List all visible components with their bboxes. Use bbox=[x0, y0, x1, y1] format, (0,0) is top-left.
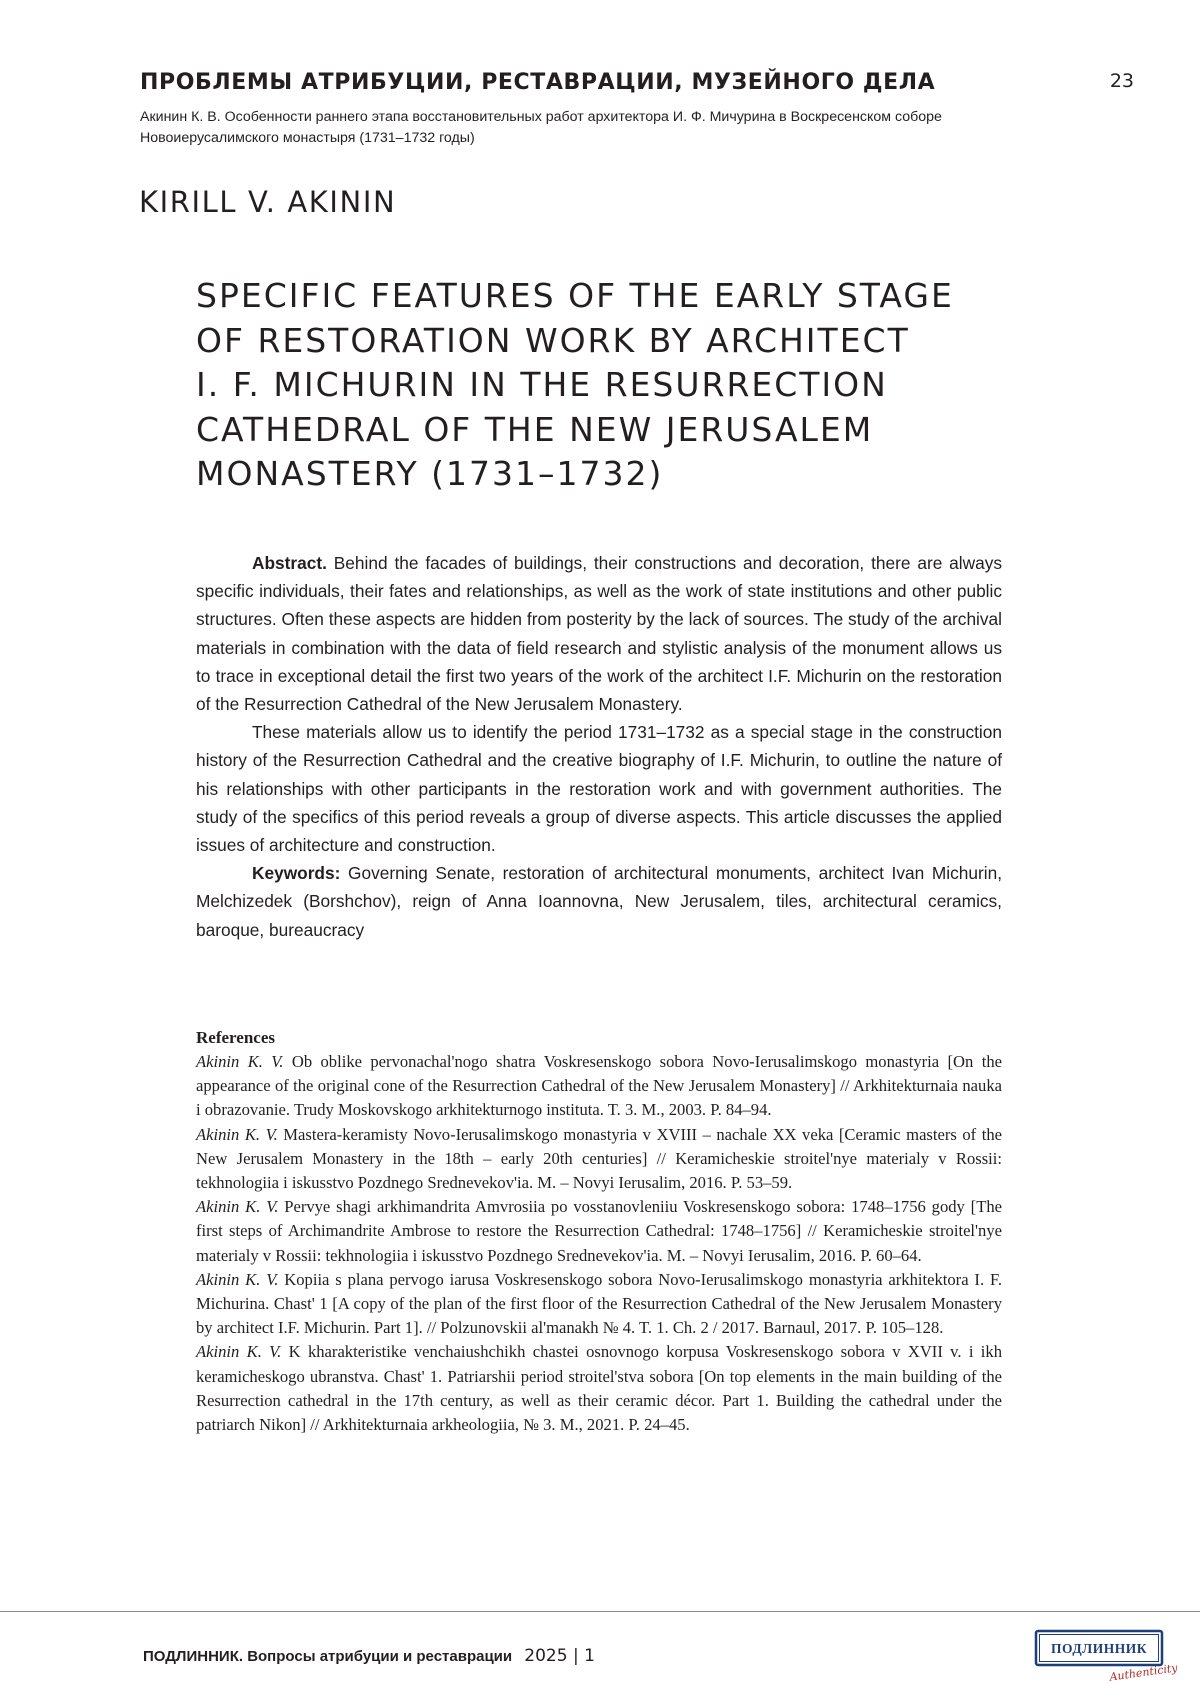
logo-script: Authenticity bbox=[1108, 1661, 1179, 1684]
keywords-label: Keywords: bbox=[252, 863, 340, 883]
reference-author: Akinin K. V. bbox=[196, 1052, 283, 1071]
footer-issue: 2025 | 1 bbox=[524, 1646, 595, 1666]
author-name: KIRILL V. AKININ bbox=[139, 185, 396, 219]
logo-wordmark: ПОДЛИННИК bbox=[1051, 1641, 1147, 1656]
reference-item bbox=[196, 1195, 1002, 1268]
footer-divider bbox=[0, 1611, 1200, 1612]
keywords-text: Governing Senate, restoration of architectural monuments, architect Ivan Michurin, Melchizedek (Borshchov), reign of Anna Ioannovna, New Jerusalem, tiles, architectural ceramics, baroque, bureaucracy bbox=[196, 863, 1002, 939]
reference-text: Mastera-keramisty Novo-Ierusalimskogo monastyria v XVIII – nachale XX veka [Ceramic masters of the New Jerusalem Monastery in the 18th – early 20th centuries] // Keramicheskie stroitel'nye materialy v Rossii: tekhnologiia i iskusstvo Pozdnego Srednevekov'ia. M. – Novyi Ierusalim, 2016. P. 53–59. bbox=[196, 1125, 1002, 1192]
reference-author: Akinin K. V. bbox=[196, 1125, 278, 1144]
title-line: MONASTERY (1731–1732) bbox=[196, 452, 1056, 497]
abstract-label: Abstract. bbox=[252, 553, 327, 573]
references bbox=[196, 1026, 1002, 1437]
keywords-paragraph bbox=[196, 859, 1002, 944]
abstract bbox=[196, 549, 1002, 944]
abstract-paragraph bbox=[196, 549, 1002, 718]
reference-author: Akinin K. V. bbox=[196, 1270, 278, 1289]
section-title: ПРОБЛЕМЫ АТРИБУЦИИ, РЕСТАВРАЦИИ, МУЗЕЙНОГО ДЕЛА bbox=[140, 70, 1040, 95]
footer-journal-subtitle: Вопросы атрибуции и реставрации bbox=[247, 1648, 512, 1665]
reference-author: Akinin K. V. bbox=[196, 1197, 278, 1216]
reference-item bbox=[196, 1050, 1002, 1123]
title-line: SPECIFIC FEATURES OF THE EARLY STAGE bbox=[196, 274, 1056, 319]
abstract-text: Behind the facades of buildings, their constructions and decoration, there are always specific individuals, their fates and relationships, as well as the work of state institutions and other public structures. Often these aspects are hidden from posterity by the lack of sources. The study of the archival materials in combination with the data of field research and stylistic analysis of the monument allows us to trace in exceptional detail the first two years of the work of the architect I.F. Michurin on the restoration of the Resurrection Cathedral of the New Jerusalem Monastery. bbox=[196, 553, 1002, 714]
reference-text: Ob oblike pervonachal'nogo shatra Voskresenskogo sobora Novo-Ierusalimskogo monastyria [On the appearance of the original cone of the Resurrection Cathedral of the New Jerusalem Monastery] // Arkhitekturnaia nauka i obrazovanie. Trudy Moskovskogo arkhitekturnogo instituta. T. 3. M., 2003. P. 84–94. bbox=[196, 1052, 1002, 1119]
page-number: 23 bbox=[1110, 70, 1134, 92]
abstract-paragraph: These materials allow us to identify the period 1731–1732 as a special stage in the construction history of the Resurrection Cathedral and the creative biography of I.F. Michurin, to outline the nature of his relationships with other participants in the restoration work and with government authorities. The study of the specifics of this period reveals a group of diverse aspects. This article discusses the applied issues of architecture and construction. bbox=[196, 718, 1002, 859]
journal-logo bbox=[1034, 1629, 1166, 1681]
footer-journal bbox=[143, 1646, 595, 1666]
title-line: OF RESTORATION WORK BY ARCHITECT bbox=[196, 319, 1056, 364]
references-heading: References bbox=[196, 1026, 1002, 1050]
running-head: Акинин К. В. Особенности раннего этапа восстановительных работ архитектора И. Ф. Мичурина в Воскресенском соборе Новоиерусалимского монастыря (1731–1732 годы) bbox=[140, 107, 1020, 149]
reference-text: K kharakteristike venchaiushchikh chastei osnovnogo korpusa Voskresenskogo sobora v XVII v. i ikh keramicheskogo ubranstva. Chast' 1. Patriarshii period stroitel'stva sobora [On top elements in the main building of the Resurrection cathedral in the 17th century, as well as their ceramic décor. Part 1. Building the cathedral under the patriarch Nikon] // Arkhitekturnaia arkheologiia, № 3. M., 2021. P. 24–45. bbox=[196, 1342, 1002, 1434]
reference-text: Pervye shagi arkhimandrita Amvrosiia po vosstanovleniiu Voskresenskogo sobora: 1748–1756 gody [The first steps of Archimandrite Ambrose to restore the Resurrection Cathedral: 1748–1756] // Keramicheskie stroitel'nye materialy v Rossii: tekhnologiia i iskusstvo Pozdnego Srednevekov'ia. M. – Novyi Ierusalim, 2016. P. 60–64. bbox=[196, 1197, 1002, 1264]
reference-text: Kopiia s plana pervogo iarusa Voskresenskogo sobora Novo-Ierusalimskogo monastyria arkhitektora I. F. Michurina. Chast' 1 [A copy of the plan of the first floor of the Resurrection Cathedral of the New Jerusalem Monastery by architect I.F. Michurin. Part 1]. // Polzunovskii al'manakh № 4. T. 1. Ch. 2 / 2017. Barnaul, 2017. P. 105–128. bbox=[196, 1270, 1002, 1337]
reference-item bbox=[196, 1340, 1002, 1437]
reference-item bbox=[196, 1123, 1002, 1196]
reference-item bbox=[196, 1268, 1002, 1341]
title-line: CATHEDRAL OF THE NEW JERUSALEM bbox=[196, 408, 1056, 453]
article-title bbox=[196, 274, 1056, 497]
title-line: I. F. MICHURIN IN THE RESURRECTION bbox=[196, 363, 1056, 408]
reference-author: Akinin K. V. bbox=[196, 1342, 281, 1361]
footer-journal-name: ПОДЛИННИК. bbox=[143, 1648, 243, 1665]
